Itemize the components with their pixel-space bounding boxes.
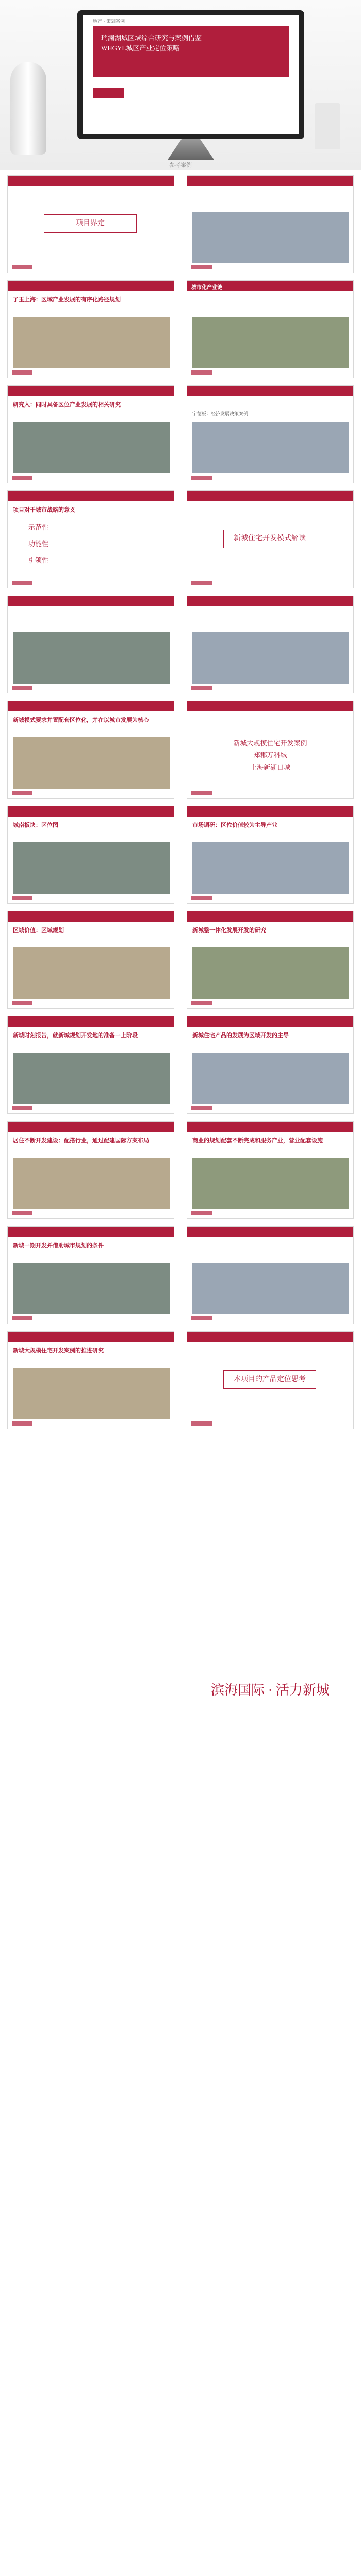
- slide-23: [7, 1331, 174, 1429]
- slide-title: 新城大规模住宅开发案例的推进研究: [13, 1348, 104, 1354]
- slide-body-text: 宁德板：经济发展决策案例: [192, 411, 249, 416]
- slide-footer-logo: [12, 1106, 32, 1110]
- hero-banner: [0, 0, 361, 170]
- slide-header-bar: [187, 701, 353, 711]
- slide-footer-logo: [191, 896, 212, 900]
- slide-footer-logo: [12, 686, 32, 690]
- slide-title: 市场调研：区位价值较为主导产业: [192, 822, 277, 828]
- slide-footer-logo: [191, 476, 212, 480]
- slide-image: [13, 632, 170, 684]
- slide-image: [13, 1263, 170, 1314]
- slide-21: [7, 1226, 174, 1324]
- slide-header-bar: [187, 596, 353, 606]
- slide-footer-logo: [191, 1316, 212, 1320]
- slide-image: [192, 947, 349, 999]
- slide-8: [187, 490, 354, 588]
- monitor-screen: [83, 15, 299, 134]
- slide-footer-logo: [12, 476, 32, 480]
- slide-image: [192, 422, 349, 473]
- vase-decoration: [10, 62, 46, 155]
- slide-center-text: 新城大规模住宅开发案例 郑郡万科城 上海新湖日城: [233, 739, 307, 771]
- slide-footer-logo: [12, 1211, 32, 1215]
- slide-title: 项目对于城市战略的意义: [13, 507, 75, 513]
- slide-title: 居住不断开发建设：配搭行业，通过配建国际方案布局: [13, 1138, 149, 1144]
- slide-footer-logo: [191, 1106, 212, 1110]
- slide-image: [192, 1263, 349, 1314]
- slide-4: [187, 280, 354, 378]
- slide-header-bar: [187, 911, 353, 922]
- slide-header-label: 城市化产业链: [191, 285, 222, 291]
- slide-image: [13, 317, 170, 368]
- slide-footer-logo: [12, 896, 32, 900]
- slide-image: [192, 1158, 349, 1209]
- slide-7: [7, 490, 174, 588]
- slide-18: [187, 1016, 354, 1114]
- slide-header-bar: [187, 1227, 353, 1237]
- slide-13: [7, 806, 174, 904]
- slide-footer-logo: [191, 791, 212, 795]
- slide-list-item: 功能性: [28, 540, 49, 548]
- slide-14: [187, 806, 354, 904]
- section-title-box: 本项目的产品定位思考: [223, 1370, 316, 1389]
- slide-title: 新城一期开发并借助城市规划的条件: [13, 1243, 104, 1249]
- slide-9: [7, 596, 174, 693]
- slide-header-bar: [8, 911, 174, 922]
- slide-image: [13, 737, 170, 789]
- slide-12: [187, 701, 354, 799]
- slide-title: 区域价值：区域规划: [13, 927, 64, 934]
- slide-image: [13, 1158, 170, 1209]
- slide-footer-logo: [12, 265, 32, 269]
- slide-2: [187, 175, 354, 273]
- logo-mark: [93, 88, 124, 98]
- slide-image: [13, 1053, 170, 1104]
- slide-1: [7, 175, 174, 273]
- slide-footer-logo: [191, 581, 212, 585]
- monitor-stand: [168, 139, 214, 160]
- slide-title: 了玉上海：区域产业发展的有序化路径规划: [13, 297, 121, 303]
- slide-footer-logo: [191, 370, 212, 375]
- slide-header-bar: [8, 281, 174, 291]
- slide-list-item: 引领性: [28, 556, 49, 564]
- slide-image: [192, 212, 349, 263]
- slide-title: 城南板块：区位图: [13, 822, 58, 828]
- slide-3: [7, 280, 174, 378]
- slide-22: [187, 1226, 354, 1324]
- slide-image: [192, 317, 349, 368]
- slide-title: 新城模式要求并置配套区位化，并在以城市发展为核心: [13, 717, 149, 723]
- cover-title: 瑞澜湖城区域综合研究与案例借鉴 WHGYL城区产业定位策略: [93, 26, 289, 77]
- slide-11: [7, 701, 174, 799]
- slide-6: [187, 385, 354, 483]
- slide-title: 新城整一体化发展开发的研究: [192, 927, 266, 934]
- slide-header-bar: [187, 176, 353, 186]
- slide-header-bar: [187, 281, 353, 291]
- pencil-holder-decoration: [315, 103, 340, 149]
- slogan-text: 滨海国际 · 活力新城: [211, 1683, 330, 1698]
- slide-image: [192, 632, 349, 684]
- slide-footer-logo: [191, 1211, 212, 1215]
- screen-tab: 地产 · 策划案例: [93, 19, 125, 24]
- slide-image: [13, 947, 170, 999]
- slide-header-bar: [8, 386, 174, 396]
- slide-image: [192, 842, 349, 894]
- slide-footer-logo: [12, 370, 32, 375]
- slide-header-bar: [187, 1122, 353, 1132]
- slide-header-bar: [8, 1332, 174, 1342]
- slide-title: 研究入：同时具备区位产业发展的相关研究: [13, 402, 121, 408]
- slide-header-bar: [8, 1122, 174, 1132]
- slide-10: [187, 596, 354, 693]
- slide-header-bar: [187, 806, 353, 817]
- slide-17: [7, 1016, 174, 1114]
- slide-5: [7, 385, 174, 483]
- slide-footer-logo: [191, 686, 212, 690]
- slide-20: [187, 1121, 354, 1219]
- slide-header-bar: [187, 386, 353, 396]
- slide-footer-logo: [191, 265, 212, 269]
- slide-header-bar: [187, 1016, 353, 1027]
- slide-image: [13, 422, 170, 473]
- slide-header-bar: [8, 1016, 174, 1027]
- slide-title: 商业的规划配套不断完成和服务产业，营业配套设施: [192, 1138, 323, 1144]
- slide-list-item: 示范性: [28, 523, 49, 531]
- slide-header-bar: [8, 596, 174, 606]
- slide-header-bar: [8, 491, 174, 501]
- slide-footer-logo: [191, 1421, 212, 1426]
- slide-image: [13, 842, 170, 894]
- slide-16: [187, 911, 354, 1009]
- slide-header-bar: [187, 1332, 353, 1342]
- slide-title: 新城住宅产品的发展为区域开发的主导: [192, 1032, 289, 1039]
- slide-header-bar: [8, 1227, 174, 1237]
- slide-image: [192, 1053, 349, 1104]
- slide-header-bar: [8, 806, 174, 817]
- cover-caption: 参考案例: [169, 162, 192, 168]
- slide-footer-logo: [12, 1421, 32, 1426]
- slide-header-bar: [8, 176, 174, 186]
- slide-15: [7, 911, 174, 1009]
- slide-footer-logo: [191, 1001, 212, 1005]
- section-title-box: 项目界定: [44, 214, 137, 233]
- slide-24: [187, 1331, 354, 1429]
- slide-header-bar: [8, 701, 174, 711]
- slide-footer-logo: [12, 1001, 32, 1005]
- slide-footer-logo: [12, 791, 32, 795]
- monitor-frame: [77, 10, 304, 139]
- slide-footer-logo: [12, 1316, 32, 1320]
- slide-image: [13, 1368, 170, 1419]
- slide-19: [7, 1121, 174, 1219]
- section-title-box: 新城住宅开发模式解读: [223, 530, 316, 548]
- slide-footer-logo: [12, 581, 32, 585]
- slide-title: 新城时刻报告，就新城规划开发地的准备一上阶段: [13, 1032, 138, 1039]
- slide-header-bar: [187, 491, 353, 501]
